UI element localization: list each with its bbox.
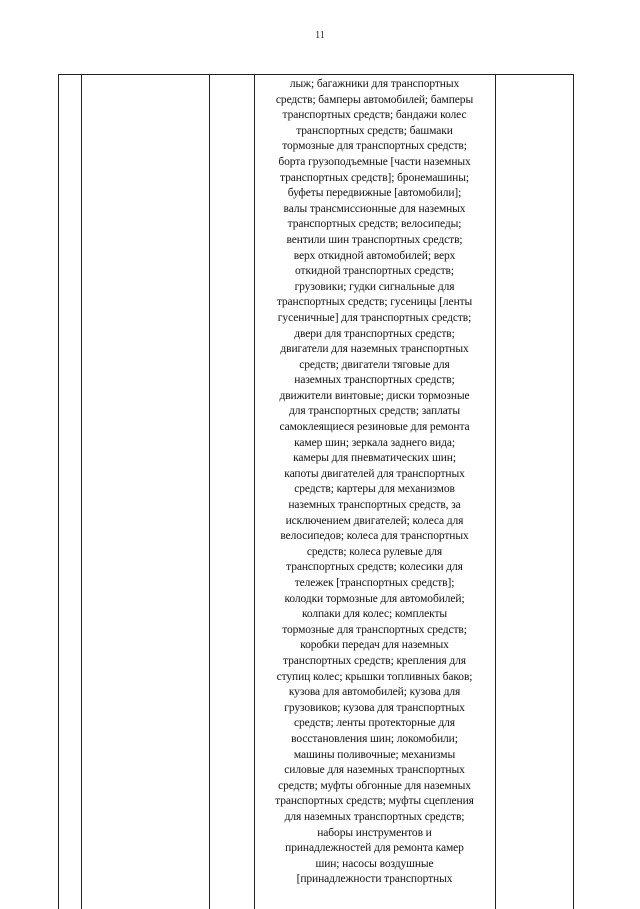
goods-text-line: кузова для автомобилей; кузова для: [288, 686, 461, 699]
goods-text-line: средств; ленты протекторные для: [294, 717, 455, 730]
goods-text-line: наземных транспортных средств;: [294, 374, 455, 387]
goods-text-line: откидной транспортных средств;: [295, 265, 454, 278]
goods-text-line: грузовики; гудки сигнальные для: [294, 280, 455, 293]
goods-text-line: средств; муфты обгонные для наземных: [278, 779, 471, 792]
goods-text-line: [принадлежности транспортных: [296, 873, 453, 886]
goods-text-line: принадлежностей для ремонта камер: [285, 842, 464, 855]
goods-text-line: велосипедов; колеса для транспортных: [280, 530, 469, 543]
goods-list-cell: [255, 77, 494, 888]
goods-text-line: двери для транспортных средств;: [294, 327, 455, 340]
goods-text-line: транспортных средств; крепления для: [283, 654, 466, 667]
goods-text-line: для наземных транспортных средств;: [284, 810, 465, 823]
goods-text-line: верх откидной автомобилей; верх: [293, 249, 456, 262]
goods-text-line: наборы инструментов и: [317, 826, 432, 839]
goods-text-line: транспортных средств; башмаки: [296, 124, 453, 137]
goods-text-line: гусеничные] для транспортных средств;: [277, 311, 472, 324]
goods-text-line: камеры для пневматических шин;: [293, 452, 456, 465]
goods-text-line: двигатели для наземных транспортных: [280, 343, 469, 356]
goods-text-line: восстановления шин; локомобили;: [291, 732, 458, 745]
goods-text-line: транспортных средств; велосипеды;: [287, 218, 462, 231]
column-divider-2: [209, 75, 210, 909]
goods-text-line: транспортных средств; муфты сцепления: [275, 795, 474, 808]
goods-text-line: средств; бамперы автомобилей; бамперы: [275, 93, 474, 106]
page-number: 11: [315, 30, 325, 41]
goods-text-line: тормозные для транспортных средств;: [282, 623, 467, 636]
goods-text-line: средств; колеса рулевые для: [306, 545, 443, 558]
goods-text-line: капоты двигателей для транспортных: [284, 467, 465, 480]
goods-text-line: исключением двигателей; колеса для: [285, 514, 464, 527]
goods-text-line: транспортных средств; колесики для: [286, 561, 463, 574]
column-divider-1: [81, 75, 82, 909]
goods-text-line: тележек [транспортных средств];: [294, 577, 455, 589]
goods-text-line: ступиц колес; крышки топливных баков;: [276, 670, 473, 683]
goods-text-line: борта грузоподъемные [части наземных: [278, 155, 471, 168]
goods-text-line: транспортных средств]; бронемашины;: [280, 171, 469, 184]
goods-text-line: средств; двигатели тяговые для: [299, 358, 450, 371]
goods-text-line: силовые для наземных транспортных: [284, 764, 465, 777]
goods-text-line: для транспортных средств; заплаты: [288, 405, 460, 418]
goods-text-line: грузовиков; кузова для транспортных: [284, 701, 465, 714]
goods-text-line: машины поливочные; механизмы: [293, 748, 456, 761]
goods-text-line: движители винтовые; диски тормозные: [279, 389, 470, 402]
goods-text-line: тормозные для транспортных средств;: [282, 140, 467, 153]
goods-text-line: колпаки для колес; комплекты: [301, 608, 448, 621]
goods-text-line: камер шин; зеркала заднего вида;: [294, 436, 455, 449]
goods-text-line: транспортных средств; гусеницы [ленты: [276, 296, 473, 309]
goods-text-line: колодки тормозные для автомобилей;: [284, 592, 465, 605]
goods-text-line: самоклеящиеся резиновые для ремонта: [279, 421, 470, 434]
goods-text-line: буфеты передвижные [автомобили];: [287, 187, 462, 200]
column-divider-4: [495, 75, 496, 909]
goods-text-line: шин; насосы воздушные: [315, 857, 434, 870]
goods-text-line: коробки передач для наземных: [300, 639, 449, 652]
goods-text-line: валы трансмиссионные для наземных: [283, 202, 466, 215]
goods-text-line: вентили шин транспортных средств;: [286, 233, 463, 246]
goods-text-line: наземных транспортных средств, за: [288, 499, 461, 512]
registry-table: [58, 74, 574, 909]
goods-text-line: средств; картеры для механизмов: [294, 483, 455, 496]
goods-text-line: транспортных средств; бандажи колес: [282, 109, 467, 122]
goods-text-line: лыж; багажники для транспортных: [289, 78, 460, 90]
